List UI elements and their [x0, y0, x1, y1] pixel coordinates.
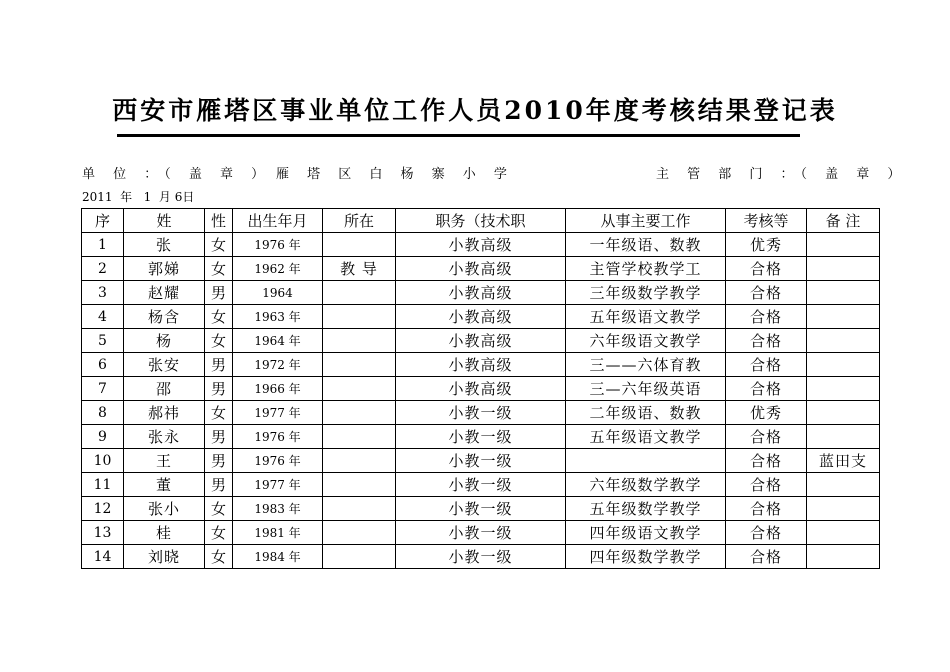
cell-work: 三年级数学教学 [566, 281, 726, 305]
cell-gender: 女 [205, 401, 233, 425]
cell-work: 五年级语文教学 [566, 305, 726, 329]
cell-dept [323, 425, 396, 449]
cell-name: 张 [124, 233, 205, 257]
cell-birth: 1984 年 [233, 545, 323, 569]
cell-remark [807, 425, 880, 449]
table-row [82, 305, 880, 329]
cell-gender: 女 [205, 305, 233, 329]
cell-birth: 1962 年 [233, 257, 323, 281]
cell-dept: 教 导 [323, 257, 396, 281]
cell-seq: 11 [82, 473, 124, 497]
table-row [82, 449, 880, 473]
cell-seq: 14 [82, 545, 124, 569]
cell-grade: 合格 [726, 377, 807, 401]
cell-remark [807, 233, 880, 257]
document-date: 2011 年 1 月 6日 [82, 190, 195, 204]
cell-work: 四年级数学教学 [566, 545, 726, 569]
cell-grade: 合格 [726, 449, 807, 473]
cell-title: 小教一级 [396, 449, 566, 473]
cell-seq: 6 [82, 353, 124, 377]
cell-remark: 蓝田支 [807, 449, 880, 473]
header-name: 姓 [124, 209, 205, 233]
cell-title: 小教高级 [396, 233, 566, 257]
cell-title: 小教一级 [396, 401, 566, 425]
header-title: 职务（技术职 [396, 209, 566, 233]
cell-birth: 1963 年 [233, 305, 323, 329]
cell-work: 二年级语、数教 [566, 401, 726, 425]
cell-dept [323, 449, 396, 473]
cell-remark [807, 377, 880, 401]
department-label: 主 管 部 门 ：（ 盖 章 ） [656, 167, 908, 182]
header-birth: 出生年月 [233, 209, 323, 233]
cell-birth: 1964 年 [233, 329, 323, 353]
cell-grade: 合格 [726, 281, 807, 305]
cell-gender: 女 [205, 257, 233, 281]
cell-seq: 7 [82, 377, 124, 401]
cell-birth: 1964 [233, 281, 323, 305]
cell-dept [323, 233, 396, 257]
cell-gender: 女 [205, 329, 233, 353]
cell-work [566, 449, 726, 473]
school-name: 雁 塔 区 白 杨 寨 小 学 [276, 167, 514, 182]
header-remark: 备 注 [807, 209, 880, 233]
cell-title: 小教高级 [396, 329, 566, 353]
cell-grade: 合格 [726, 305, 807, 329]
cell-seq: 5 [82, 329, 124, 353]
cell-dept [323, 521, 396, 545]
cell-name: 桂 [124, 521, 205, 545]
table-row [82, 473, 880, 497]
cell-remark [807, 473, 880, 497]
cell-title: 小教高级 [396, 353, 566, 377]
table-row [82, 377, 880, 401]
cell-grade: 合格 [726, 497, 807, 521]
cell-birth: 1977 年 [233, 473, 323, 497]
cell-remark [807, 521, 880, 545]
header-seq: 序 [82, 209, 124, 233]
table-header-row [82, 209, 880, 233]
cell-birth: 1981 年 [233, 521, 323, 545]
cell-work: 五年级语文教学 [566, 425, 726, 449]
title-underline [117, 134, 800, 137]
cell-seq: 12 [82, 497, 124, 521]
cell-grade: 优秀 [726, 233, 807, 257]
cell-birth: 1977 年 [233, 401, 323, 425]
cell-name: 董 [124, 473, 205, 497]
cell-birth: 1976 年 [233, 449, 323, 473]
cell-gender: 男 [205, 281, 233, 305]
unit-label: 单 位 ：（ 盖 章 ） [82, 167, 272, 182]
cell-remark [807, 305, 880, 329]
cell-work: 六年级语文教学 [566, 329, 726, 353]
cell-remark [807, 353, 880, 377]
table-row [82, 401, 880, 425]
cell-dept [323, 497, 396, 521]
cell-birth: 1983 年 [233, 497, 323, 521]
cell-birth: 1972 年 [233, 353, 323, 377]
cell-remark [807, 257, 880, 281]
cell-gender: 女 [205, 545, 233, 569]
header-grade: 考核等 [726, 209, 807, 233]
header-gender: 性 [205, 209, 233, 233]
cell-dept [323, 329, 396, 353]
cell-remark [807, 281, 880, 305]
cell-seq: 8 [82, 401, 124, 425]
cell-gender: 男 [205, 425, 233, 449]
cell-gender: 女 [205, 233, 233, 257]
cell-work: 三—六年级英语 [566, 377, 726, 401]
cell-seq: 13 [82, 521, 124, 545]
cell-name: 郭娣 [124, 257, 205, 281]
cell-name: 张永 [124, 425, 205, 449]
cell-remark [807, 497, 880, 521]
cell-name: 刘晓 [124, 545, 205, 569]
cell-work: 四年级语文教学 [566, 521, 726, 545]
cell-remark [807, 545, 880, 569]
cell-grade: 合格 [726, 425, 807, 449]
cell-title: 小教一级 [396, 521, 566, 545]
cell-seq: 9 [82, 425, 124, 449]
document-title: 西安市雁塔区事业单位工作人员2010年度考核结果登记表 [112, 96, 838, 125]
table-row [82, 353, 880, 377]
cell-remark [807, 401, 880, 425]
cell-seq: 4 [82, 305, 124, 329]
cell-dept [323, 353, 396, 377]
table-row [82, 545, 880, 569]
cell-work: 三——六体育教 [566, 353, 726, 377]
cell-title: 小教高级 [396, 257, 566, 281]
table-row [82, 425, 880, 449]
cell-work: 主管学校教学工 [566, 257, 726, 281]
cell-name: 杨 [124, 329, 205, 353]
table-row [82, 329, 880, 353]
cell-gender: 男 [205, 449, 233, 473]
cell-gender: 男 [205, 473, 233, 497]
cell-dept [323, 305, 396, 329]
cell-work: 六年级数学教学 [566, 473, 726, 497]
cell-title: 小教高级 [396, 305, 566, 329]
cell-dept [323, 377, 396, 401]
cell-grade: 合格 [726, 521, 807, 545]
cell-birth: 1976 年 [233, 233, 323, 257]
cell-title: 小教高级 [396, 281, 566, 305]
header-work: 从事主要工作 [566, 209, 726, 233]
table-row [82, 521, 880, 545]
cell-remark [807, 329, 880, 353]
cell-seq: 3 [82, 281, 124, 305]
cell-title: 小教一级 [396, 545, 566, 569]
cell-title: 小教一级 [396, 497, 566, 521]
cell-grade: 优秀 [726, 401, 807, 425]
cell-title: 小教高级 [396, 377, 566, 401]
assessment-table [81, 208, 880, 569]
cell-seq: 10 [82, 449, 124, 473]
cell-name: 王 [124, 449, 205, 473]
cell-gender: 男 [205, 353, 233, 377]
cell-seq: 1 [82, 233, 124, 257]
cell-dept [323, 473, 396, 497]
cell-grade: 合格 [726, 473, 807, 497]
cell-dept [323, 545, 396, 569]
table-row [82, 233, 880, 257]
cell-grade: 合格 [726, 257, 807, 281]
cell-name: 郝祎 [124, 401, 205, 425]
cell-dept [323, 281, 396, 305]
cell-grade: 合格 [726, 545, 807, 569]
cell-seq: 2 [82, 257, 124, 281]
cell-title: 小教一级 [396, 473, 566, 497]
cell-name: 张小 [124, 497, 205, 521]
cell-birth: 1976 年 [233, 425, 323, 449]
table-row [82, 257, 880, 281]
cell-work: 一年级语、数教 [566, 233, 726, 257]
cell-dept [323, 401, 396, 425]
header-dept: 所在 [323, 209, 396, 233]
cell-birth: 1966 年 [233, 377, 323, 401]
cell-name: 邵 [124, 377, 205, 401]
cell-gender: 男 [205, 377, 233, 401]
cell-grade: 合格 [726, 353, 807, 377]
table-body [82, 209, 880, 569]
cell-gender: 女 [205, 497, 233, 521]
table-row [82, 281, 880, 305]
cell-title: 小教一级 [396, 425, 566, 449]
cell-grade: 合格 [726, 329, 807, 353]
cell-work: 五年级数学教学 [566, 497, 726, 521]
cell-name: 赵耀 [124, 281, 205, 305]
cell-name: 张安 [124, 353, 205, 377]
table-row [82, 497, 880, 521]
cell-name: 杨含 [124, 305, 205, 329]
cell-gender: 女 [205, 521, 233, 545]
